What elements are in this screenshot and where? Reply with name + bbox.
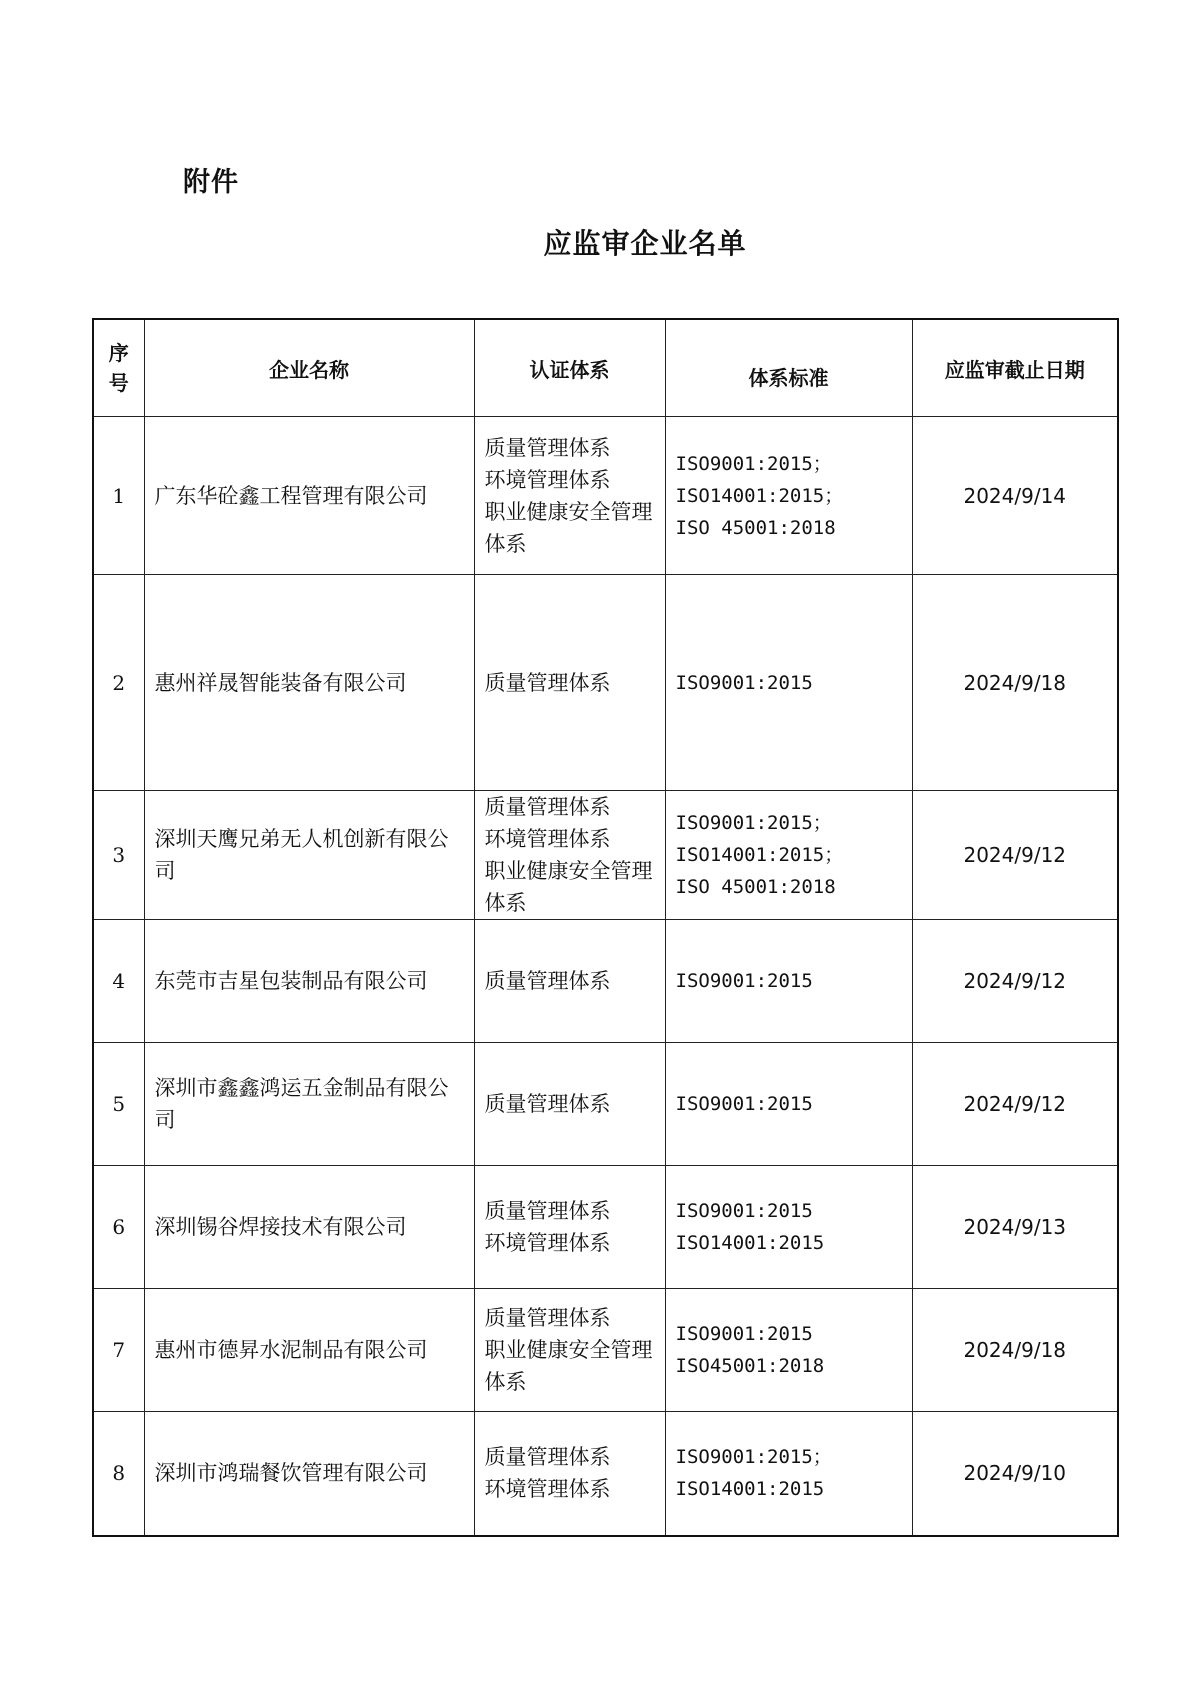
header-company-name: 企业名称 [144, 319, 474, 417]
table-row [93, 1289, 1118, 1412]
cell-serial-number: 8 [93, 1412, 144, 1536]
cell-deadline: 2024/9/10 [912, 1412, 1118, 1536]
header-system-standard: 体系标准 [665, 319, 912, 417]
cell-system-standard [665, 1166, 912, 1289]
system-standard-item: ISO14001:2015 [675, 1478, 825, 1501]
system-standard-item: ISO9001:2015 [675, 671, 813, 694]
cell-certification-system [474, 1412, 665, 1536]
cell-certification-system [474, 1043, 665, 1166]
cell-certification-system [474, 791, 665, 920]
system-standard-item: ISO45001:2018 [675, 1355, 825, 1377]
table-header-row [93, 319, 1118, 417]
cell-system-standard [665, 1289, 912, 1412]
system-standard-item: ISO9001:2015 [675, 1093, 813, 1115]
system-standard-item: ISO14001:2015； [675, 484, 844, 507]
cell-serial-number: 2 [93, 575, 144, 791]
system-standard-item: ISO9001:2015； [675, 452, 832, 475]
table-body [93, 417, 1118, 1536]
certification-system-item: 质量管理体系 [484, 795, 611, 819]
cell-deadline: 2024/9/12 [912, 920, 1118, 1043]
document-title: 应监审企业名单 [543, 227, 747, 260]
cell-system-standard [665, 1412, 912, 1536]
cell-deadline: 2024/9/12 [912, 791, 1118, 920]
system-standard-item: ISO9001:2015； [675, 812, 832, 834]
cell-certification-system [474, 920, 665, 1043]
system-standard-item: ISO 45001:2018 [675, 516, 836, 539]
cell-system-standard [665, 791, 912, 920]
certification-system-item: 质量管理体系 [484, 670, 611, 695]
table-row [93, 417, 1118, 575]
certification-system-item: 环境管理体系 [484, 1231, 611, 1255]
cell-system-standard [665, 1043, 912, 1166]
cell-certification-system [474, 417, 665, 575]
cell-company-name: 深圳天鹰兄弟无人机创新有限公司 [144, 791, 474, 920]
table-row [93, 920, 1118, 1043]
certification-system-item: 质量管理体系 [484, 1092, 611, 1116]
cell-deadline: 2024/9/18 [912, 575, 1118, 791]
table-row [93, 575, 1118, 791]
system-standard-item: ISO9001:2015 [675, 1200, 813, 1222]
table-row [93, 791, 1118, 920]
header-serial-number-line2: 号 [108, 371, 129, 395]
cell-company-name: 东莞市吉星包装制品有限公司 [144, 920, 474, 1043]
table-row [93, 1043, 1118, 1166]
cell-company-name: 深圳市鑫鑫鸿运五金制品有限公司 [144, 1043, 474, 1166]
cell-deadline: 2024/9/18 [912, 1289, 1118, 1412]
system-standard-item: ISO9001:2015 [675, 970, 813, 992]
header-certification-system: 认证体系 [474, 319, 665, 417]
cell-deadline: 2024/9/12 [912, 1043, 1118, 1166]
certification-system-item: 质量管理体系 [484, 1306, 611, 1330]
enterprise-table [92, 318, 1119, 1537]
system-standard-item: ISO9001:2015； [675, 1446, 832, 1469]
header-serial-number-line1: 序 [108, 341, 129, 365]
cell-deadline: 2024/9/14 [912, 417, 1118, 575]
header-serial-number [93, 319, 144, 417]
cell-company-name: 惠州祥晟智能装备有限公司 [144, 575, 474, 791]
cell-serial-number: 1 [93, 417, 144, 575]
header-deadline: 应监审截止日期 [912, 319, 1118, 417]
certification-system-item: 职业健康安全管理体系 [484, 499, 653, 556]
cell-company-name: 深圳锡谷焊接技术有限公司 [144, 1166, 474, 1289]
certification-system-item: 环境管理体系 [484, 827, 611, 851]
attachment-label: 附件 [183, 167, 239, 198]
certification-system-item: 质量管理体系 [484, 969, 611, 993]
cell-deadline: 2024/9/13 [912, 1166, 1118, 1289]
cell-certification-system [474, 1166, 665, 1289]
cell-serial-number: 3 [93, 791, 144, 920]
certification-system-item: 质量管理体系 [484, 1445, 611, 1470]
system-standard-item: ISO9001:2015 [675, 1323, 813, 1345]
system-standard-item: ISO 45001:2018 [675, 876, 836, 898]
table-row [93, 1166, 1118, 1289]
certification-system-item: 质量管理体系 [484, 1199, 611, 1223]
certification-system-item: 职业健康安全管理体系 [484, 1338, 653, 1394]
certification-system-item: 质量管理体系 [484, 435, 611, 460]
cell-serial-number: 6 [93, 1166, 144, 1289]
certification-system-item: 职业健康安全管理体系 [484, 859, 653, 915]
cell-serial-number: 5 [93, 1043, 144, 1166]
cell-company-name: 广东华砼鑫工程管理有限公司 [144, 417, 474, 575]
cell-certification-system [474, 575, 665, 791]
system-standard-item: ISO14001:2015； [675, 844, 844, 866]
table-row [93, 1412, 1118, 1536]
cell-certification-system [474, 1289, 665, 1412]
certification-system-item: 环境管理体系 [484, 467, 611, 492]
cell-serial-number: 4 [93, 920, 144, 1043]
cell-company-name: 惠州市德昇水泥制品有限公司 [144, 1289, 474, 1412]
cell-serial-number: 7 [93, 1289, 144, 1412]
certification-system-item: 环境管理体系 [484, 1477, 611, 1502]
cell-system-standard [665, 575, 912, 791]
cell-system-standard [665, 920, 912, 1043]
cell-system-standard [665, 417, 912, 575]
system-standard-item: ISO14001:2015 [675, 1232, 825, 1254]
cell-company-name: 深圳市鸿瑞餐饮管理有限公司 [144, 1412, 474, 1536]
